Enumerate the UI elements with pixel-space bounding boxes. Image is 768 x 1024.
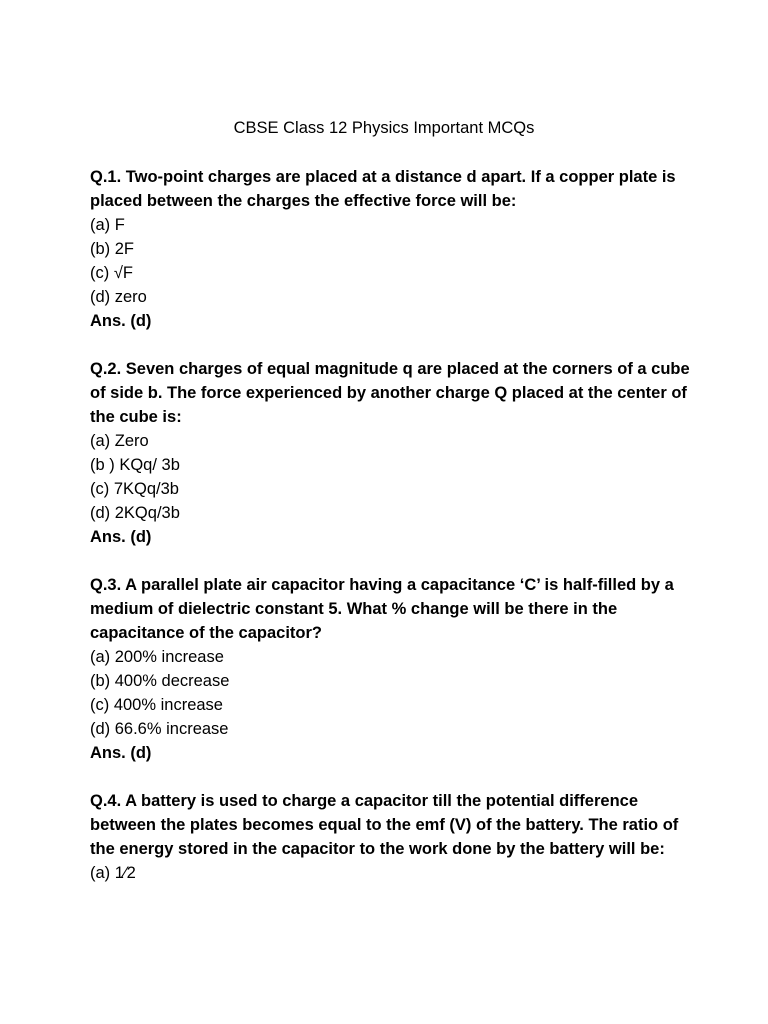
option: (a) Zero: [90, 432, 149, 450]
option: (b) 2F: [90, 240, 135, 258]
question-text: Q.3. A parallel plate air capacitor having a capacitance ‘C’ is half-filled by a medium of dielectric constant 5. What % change will be there in the capacitance of the capacitor?: [90, 576, 674, 642]
option: (b ) KQq/ 3b: [90, 456, 180, 474]
question-text: Q.4. A battery is used to charge a capacitor till the potential difference between the plates becomes equal to the emf (V) of the battery. The ratio of the energy stored in the capacitor to the work done by the battery will be:: [90, 792, 679, 858]
question-2: [90, 357, 690, 549]
option: (c) 400% increase: [90, 696, 223, 714]
option: (d) zero: [90, 288, 147, 306]
option: (a) 200% increase: [90, 648, 224, 666]
question-1: [90, 165, 690, 333]
option: (d) 2KQq/3b: [90, 504, 180, 522]
question-text: Q.2. Seven charges of equal magnitude q are placed at the corners of a cube of side b. The force experienced by another charge Q placed at the center of the cube is:: [90, 360, 690, 426]
answer: Ans. (d): [90, 312, 152, 330]
document-page: [90, 116, 690, 909]
question-4: [90, 789, 690, 885]
answer: Ans. (d): [90, 744, 152, 762]
option: (d) 66.6% increase: [90, 720, 229, 738]
option: (c) 7KQq/3b: [90, 480, 179, 498]
option: (c) √F: [90, 264, 133, 282]
document-title: CBSE Class 12 Physics Important MCQs: [233, 119, 535, 137]
option: (b) 400% decrease: [90, 672, 230, 690]
answer: Ans. (d): [90, 528, 152, 546]
option: (a) 1⁄2: [90, 864, 136, 882]
question-text: Q.1. Two-point charges are placed at a distance d apart. If a copper plate is placed between the charges the effective force will be:: [90, 168, 676, 210]
option: (a) F: [90, 216, 125, 234]
question-3: [90, 573, 690, 765]
